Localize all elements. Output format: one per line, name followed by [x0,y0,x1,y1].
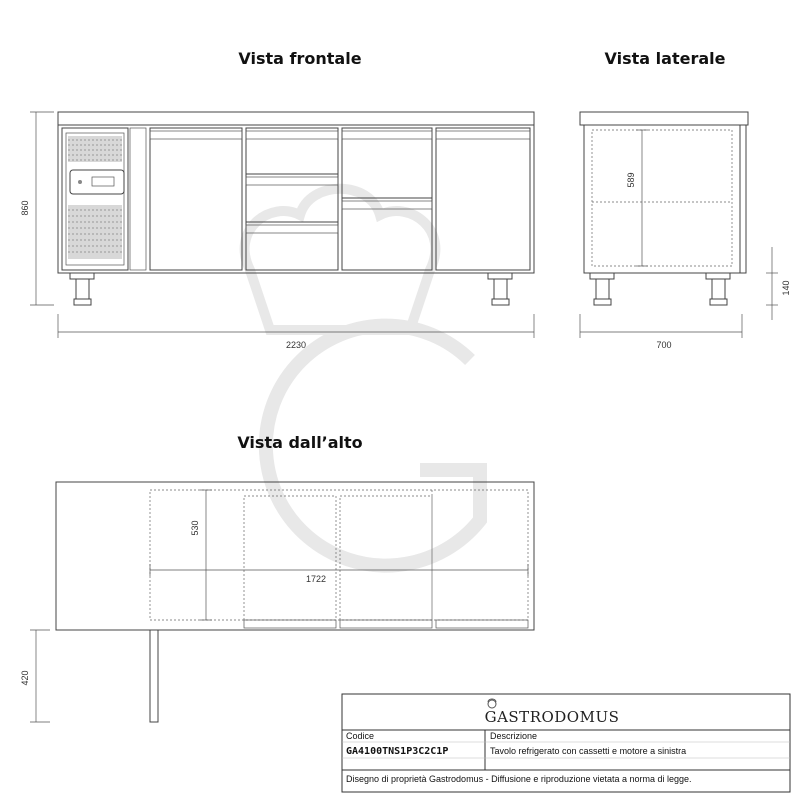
top-lower-dimension [20,630,50,722]
code-label: Codice [346,731,375,741]
top-lower-label: 420 [20,670,30,686]
code-value: GA4100TNS1P3C2C1P [346,746,449,757]
front-door-1 [150,128,242,270]
control-button [78,180,82,184]
top-width-dimension [150,564,528,584]
top-width-label: 1722 [305,574,327,584]
side-width-label: 700 [656,340,672,350]
watermark-logo [245,189,480,566]
side-leg-dimension [766,247,791,320]
front-door-2 [436,128,530,270]
front-foot-right [488,273,512,305]
vent-grill-top [68,136,122,162]
side-body [584,125,740,273]
front-view-title: Vista frontale [238,49,362,68]
side-view-title: Vista laterale [604,49,726,68]
top-handle-1 [244,620,336,628]
control-display [92,177,114,186]
side-foot-right [706,273,730,305]
brand-name: GASTRODOMUS [484,708,620,726]
side-leg-label: 140 [781,280,791,296]
top-handle-3 [436,620,528,628]
front-width-label: 2230 [285,340,307,350]
top-extension [150,630,158,722]
side-inner-height-dimension [626,130,648,266]
drawer-column-1 [246,128,338,270]
front-height-dimension [20,112,54,305]
top-handle-2 [340,620,432,628]
front-body [58,125,534,273]
footer-notice: Disegno di proprietà Gastrodomus - Diffusione e riproduzione vietata a norma di legge. [346,774,692,784]
side-inner-compartment [592,130,732,266]
drawer-column-2 [342,128,432,270]
top-depth-dimension [190,490,212,620]
description-label: Descrizione [490,731,538,741]
top-view-title: Vista dall’alto [237,433,363,452]
side-inner-height-label: 589 [626,172,636,188]
side-worktop [580,112,748,125]
front-height-label: 860 [20,200,30,216]
side-foot-left [590,273,614,305]
front-foot-left [70,273,94,305]
title-block [342,694,790,792]
top-outline [56,482,534,630]
side-width-dimension [580,314,742,350]
description-value: Tavolo refrigerato con cassetti e motore a sinistra [490,746,687,756]
top-depth-label: 530 [190,520,200,536]
vent-grill-bottom [68,205,122,259]
front-worktop [58,112,534,125]
side-view [580,112,748,305]
